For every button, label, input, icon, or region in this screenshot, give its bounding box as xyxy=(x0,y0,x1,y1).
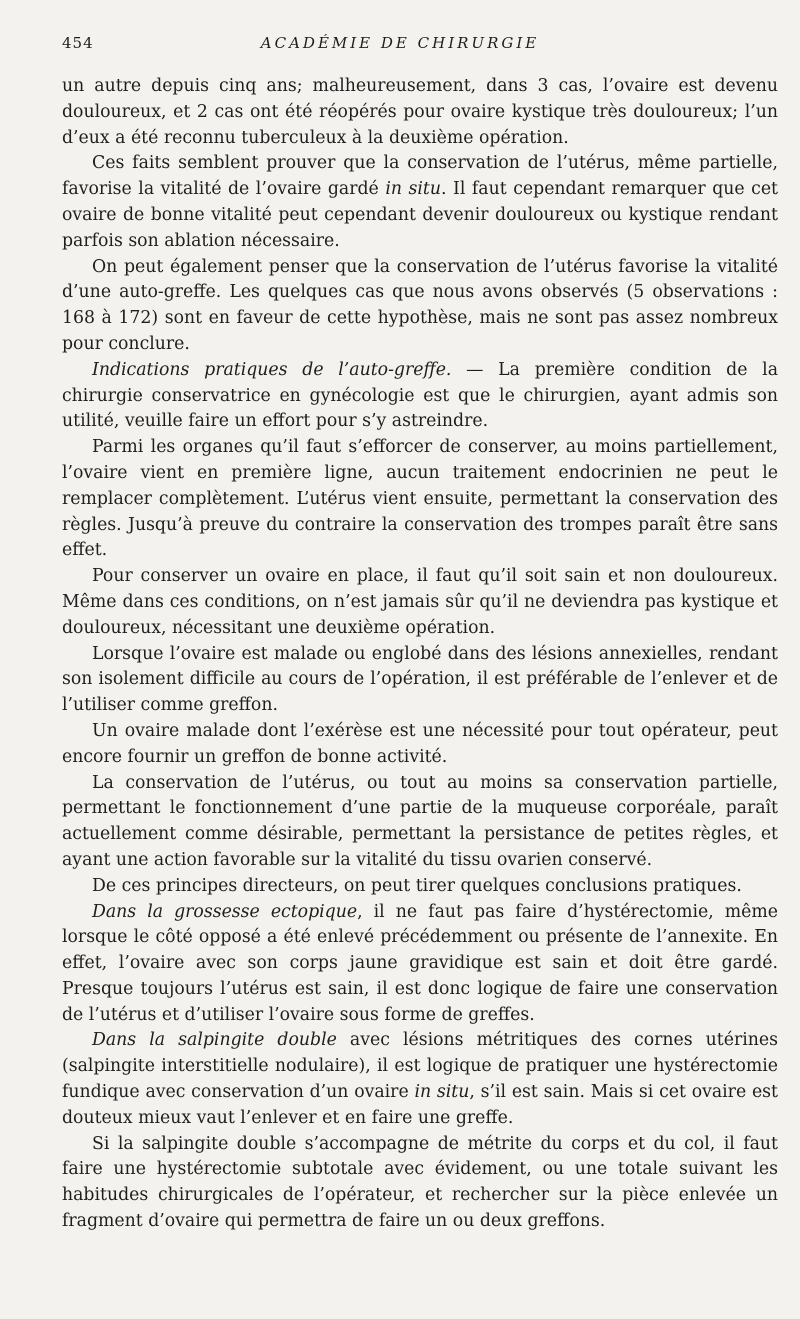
paragraph: On peut également penser que la conservation de l’utérus favorise la vitalité d’une auto-greffe. Les quelques cas que nous avons observés (5 observations : 168 à 172) sont en faveur de cette hypothèse, mais ne sont pas assez nombreux pour conclure. xyxy=(62,256,778,354)
page-number: 454 xyxy=(62,34,94,52)
paragraph: Indications pratiques de l’auto-greffe. — La première condition de la chirurgie conservatrice en gynécologie est que le chirurgien, ayant admis son utilité, veuille faire un effort pour s’y astreindre. xyxy=(62,359,778,432)
paragraph: Pour conserver un ovaire en place, il faut qu’il soit sain et non douloureux. Même dans ces conditions, on n’est jamais sûr qu’il ne deviendra pas kystique et douloureux, nécessitant une deuxième opération. xyxy=(62,566,778,638)
italic-phrase: in situ xyxy=(385,179,441,200)
running-title: ACADÉMIE DE CHIRURGIE xyxy=(260,34,540,52)
paragraph: Si la salpingite double s’accompagne de métrite du corps et du col, il faut faire une hystérectomie subtotale avec évidement, ou une totale suivant les habitudes chirurgicales de l’opérateur, et rechercher sur la pièce enlevée un fragment d’ovaire qui permettra de faire un ou deux greffons. xyxy=(62,1133,778,1232)
italic-phrase: in situ xyxy=(414,1082,470,1103)
paragraph: Un ovaire malade dont l’exérèse est une nécessité pour tout opérateur, peut encore fournir un greffon de bonne activité. xyxy=(62,720,778,767)
section-heading: Dans la grossesse ectopique xyxy=(92,901,358,922)
paragraph: La conservation de l’utérus, ou tout au moins sa conservation partielle, permettant le fonctionnement d’une partie de la muqueuse corporéale, paraît actuellement comme désirable, permettant la persistance de petites règles, et ayant une action favorable sur la vitalité du tissu ovarien conservé. xyxy=(62,772,778,870)
paragraph: Parmi les organes qu’il faut s’efforcer de conserver, au moins partiellement, l’ovaire vient en première ligne, aucun traitement endocrinien ne peut le remplacer complètement. L’utérus vient ensuite, permettant la conservation des règles. Jusqu’à preuve du contraire la conservation des trompes paraît être sans effet. xyxy=(62,437,778,561)
paragraph: Dans la salpingite double avec lésions métritiques des cornes utérines (salpingite interstitielle nodulaire), il est logique de pratiquer une hystérectomie fundique avec conservation d’un ovaire in situ, s’il est sain. Mais si cet ovaire est douteux mieux vaut l’enlever et en faire une greffe. xyxy=(62,1030,778,1128)
paragraph: De ces principes directeurs, on peut tirer quelques conclusions pratiques. xyxy=(92,875,742,896)
page-header xyxy=(62,34,738,54)
paragraph: Ces faits semblent prouver que la conservation de l’utérus, même partielle, favorise la vitalité de l’ovaire gardé in situ. Il faut cependant remarquer que cet ovaire de bonne vitalité peut cependant devenir douloureux ou kystique rendant parfois son ablation nécessaire. xyxy=(62,153,779,251)
body-text xyxy=(62,74,778,1235)
paragraph: un autre depuis cinq ans; malheureusement, dans 3 cas, l’ovaire est devenu douloureux, et 2 cas ont été réopérés pour ovaire kystique très douloureux; l’un d’eux a été reconnu tuberculeux à la deuxième opération. xyxy=(62,76,778,148)
paragraph: Lorsque l’ovaire est malade ou englobé dans des lésions annexielles, rendant son isolement difficile au cours de l’opération, il est préférable de l’enlever et de l’utiliser comme greffon. xyxy=(62,643,778,716)
paragraph: Dans la grossesse ectopique, il ne faut pas faire d’hystérectomie, même lorsque le côté opposé a été enlevé précédemment ou présente de l’annexite. En effet, l’ovaire avec son corps jaune gravidique est sain et doit être gardé. Presque toujours l’utérus est sain, il est donc logique de faire une conservation de l’utérus et d’utiliser l’ovaire sous forme de greffes. xyxy=(62,901,778,1025)
section-heading: Indications pratiques de l’auto-greffe. xyxy=(92,359,452,380)
section-heading: Dans la salpingite double xyxy=(92,1030,337,1051)
